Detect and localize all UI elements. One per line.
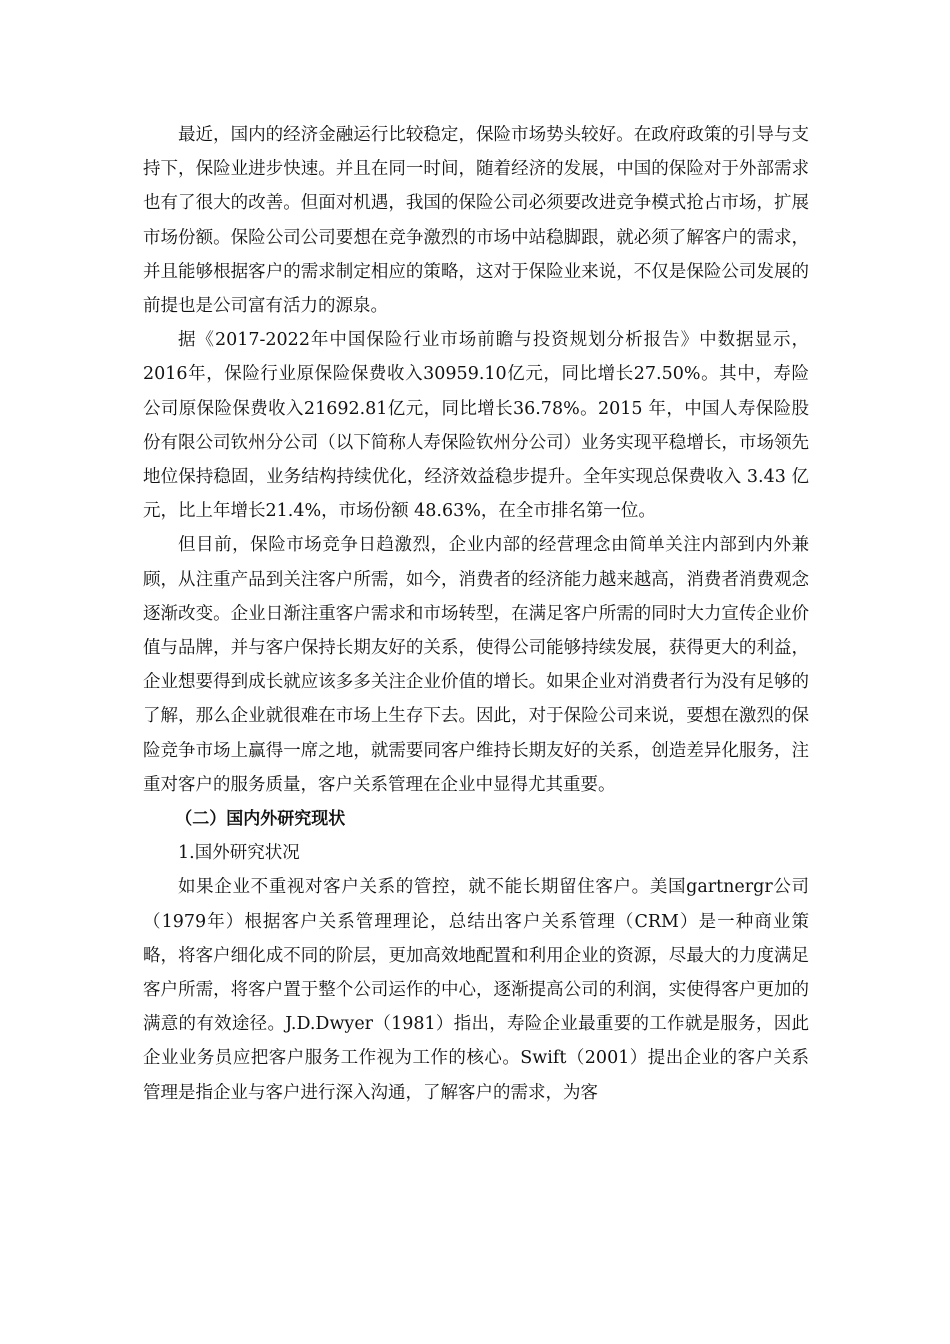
subsection-heading: 1.国外研究状况 — [178, 843, 300, 864]
paragraph-foreign-research: 如果企业不重视对客户关系的管控，就不能长期留住客户。美国gartnergr公司（1979年）根据客户关系管理理论，总结出客户关系管理（CRM）是一种商业策略，将客户细化成不同的阶层，更加高效地配置和利用企业的资源，尽最大的力度满足客户所需，将客户置于整个公司运作的中心，逐渐提高公司的利润，实使得客户更加的满意的有效途径。J.D.Dwyer（1981）指出，寿险企业最重要的工作就是服务，因此企业业务员应把客户服务工作视为工作的核心。Swift（2001）提出企业的客户关系管理是指企业与客户进行深入沟通，了解客户的需求，为客 — [143, 877, 809, 1103]
paragraph-competition: 但目前，保险市场竞争日趋激烈，企业内部的经营理念由简单关注内部到内外兼顾，从注重产品到关注客户所需，如今，消费者的经济能力越来越高，消费者消费观念逐渐改变。企业日渐注重客户需求和市场转型，在满足客户所需的同时大力宣传企业价值与品牌，并与客户保持长期友好的关系，使得公司能够持续发展，获得更大的利益，企业想要得到成长就应该多多关注企业价值的增长。如果企业对消费者行为没有足够的了解，那么企业就很难在市场上生存下去。因此，对于保险公司来说，要想在激烈的保险竞争市场上赢得一席之地，就需要同客户维持长期友好的关系，创造差异化服务，注重对客户的服务质量，客户关系管理在企业中显得尤其重要。 — [143, 535, 809, 795]
document-body — [143, 118, 809, 1110]
paragraph-market-overview: 最近，国内的经济金融运行比较稳定，保险市场势头较好。在政府政策的引导与支持下，保险业进步快速。并且在同一时间，随着经济的发展，中国的保险对于外部需求也有了很大的改善。但面对机遇，我国的保险公司必须要改进竞争模式抢占市场，扩展市场份额。保险公司公司要想在竞争激烈的市场中站稳脚跟，就必须了解客户的需求，并且能够根据客户的需求制定相应的策略，这对于保险业来说，不仅是保险公司发展的前提也是公司富有活力的源泉。 — [143, 125, 809, 317]
paragraph-industry-data: 据《2017-2022年中国保险行业市场前瞻与投资规划分析报告》中数据显示，2016年，保险行业原保险保费收入30959.10亿元，同比增长27.50%。其中，寿险公司原保险保费收入21692.81亿元，同比增长36.78%。2015 年，中国人寿保险股份有限公司钦州分公司（以下简称人寿保险钦州分公司）业务实现平稳增长，市场领先地位保持稳固，业务结构持续优化，经济效益稳步提升。全年实现总保费收入 3.43 亿元，比上年增长21.4%，市场份额 48.63%，在全市排名第一位。 — [143, 330, 809, 522]
section-heading: （二）国内外研究现状 — [175, 809, 346, 830]
